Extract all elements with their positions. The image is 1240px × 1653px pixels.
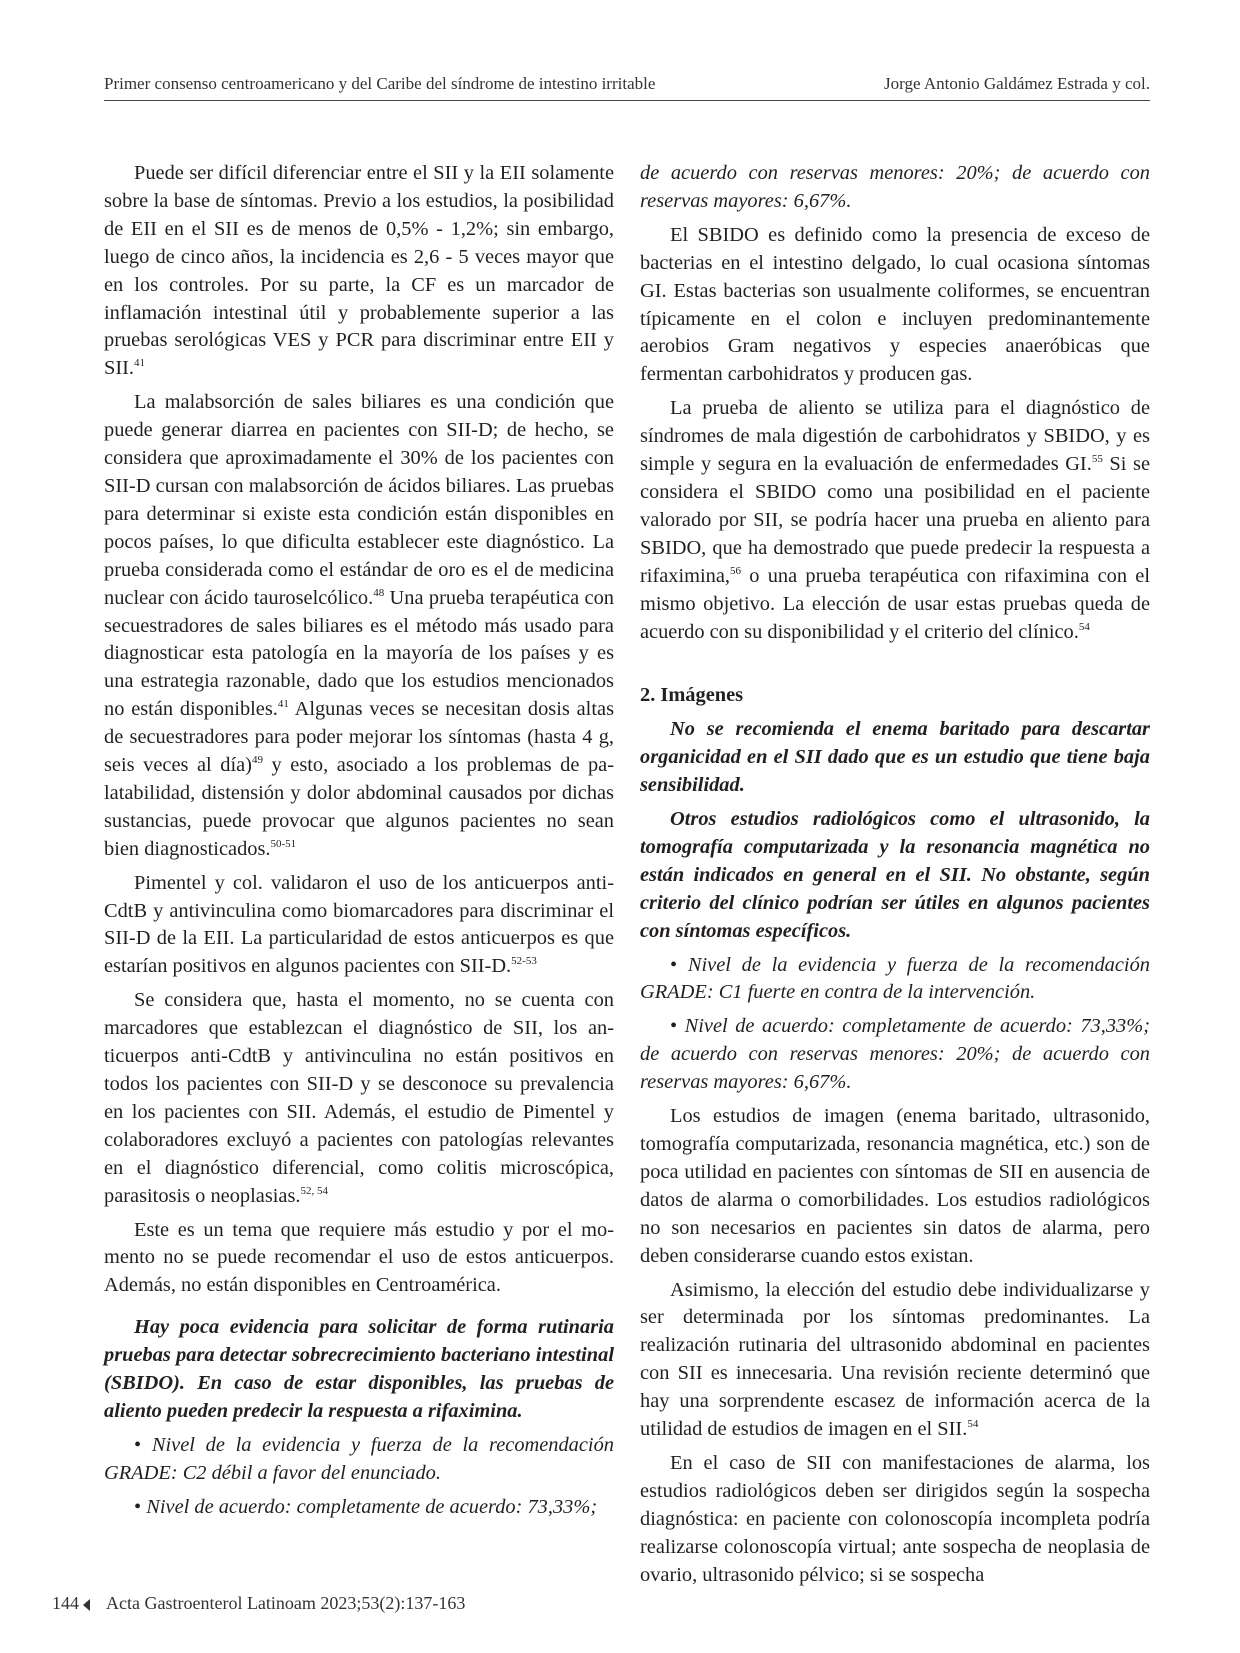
reference[interactable]: 56 — [730, 564, 742, 577]
reference[interactable]: 49 — [251, 754, 263, 767]
recommendation: Hay poca evidencia para solicitar de forma rutinaria pruebas para detectar sobrecrecimiento bacteriano intestinal (SBIDO). En caso de estar disponibles, las pruebas de aliento pueden predecir la respuesta a rifaximina. — [104, 1316, 614, 1422]
page-number: 144 — [52, 1593, 79, 1613]
section-heading: 2. Imágenes — [640, 684, 744, 707]
paragraph: En el caso de SII con manifestaciones de alarma, los estudios radiológicos deben ser dirigidos según la sospecha diagnóstica: en paciente con colonoscopía incompleta podría realizarse colonoscopía virtual; ante sospecha de neoplasia de ovario, ultrasonido pélvico; si se sospecha — [640, 1451, 1150, 1586]
paragraph: Puede ser difícil diferenciar entre el SII y la EII solamente sobre la base de síntomas. Previo a los estudios, la posibilidad de EII en el SII es de menos de 0,5% - 1,2%; sin embargo, luego de cinco años, la incidencia es 2,6 - 5 veces mayor que en los controles. Por su parte, la CF es un marcador de inflamación intestinal útil y probablemente superior a las pruebas serológicas VES y PCR para discriminar entre EII y SII.$^{41}$ — [104, 162, 614, 380]
paragraph: Los estudios de imagen (enema baritado, ultrasonido, tomografía computarizada, resonancia magnética, etc.) son de poca utilidad en pacientes con síntomas de SII en ausencia de datos de alarma o comorbilidades. Los estudios radiológicos no son necesarios en pacientes sin datos de alarma, pero deben considerarse cuando estos existan. — [640, 1105, 1150, 1267]
reference[interactable]: 41 — [134, 357, 146, 370]
agreement-level: • Nivel de acuerdo: completamente de acuerdo: 73,33%; — [134, 1495, 598, 1518]
paragraph: La prueba de aliento se utiliza para el diagnóstico de síndromes de mala digestión de carbohidratos y SBIDO, y es simple y segura en la evaluación de enfermedades GI.$^{55}$ Si se considera el SBIDO como una posibilidad en el paciente valorado por SII, se podría hacer una prueba en aliento para SBIDO, que ha demostrado que puede predecir la respuesta a rifaximina,$^{56}$ o una prueba terapéutica con rifaximina con el mismo objetivo. La elección de usar estas pruebas queda de acuerdo con su disponibilidad y el criterio del clínico.$^{54}$ — [640, 397, 1150, 643]
reference[interactable]: 41 — [277, 698, 289, 711]
header-authors: Jorge Antonio Galdámez Estrada y col. — [884, 74, 1150, 93]
left-column — [104, 160, 614, 1528]
agreement-level-continued: de acuerdo con reservas menores: 20%; de acuerdo con reservas mayores: 6,67%. — [640, 162, 1150, 212]
triangle-icon — [83, 1599, 90, 1611]
running-header — [104, 70, 1150, 101]
right-column — [640, 160, 1150, 1596]
reference[interactable]: 55 — [1091, 453, 1103, 466]
paragraph: Se considera que, hasta el momento, no se cuenta con marcadores que establezcan el diagnóstico de SII, los anticuerpos anti-CdtB y antivinculina no están positivos en todos los pacientes con SII-D y se desconoce su prevalencia en los pacientes con SII. Además, el estudio de Pimentel y colaboradores excluyó a pacientes con patologías relevantes en el diagnóstico diferencial, como colitis microscópica, parasitosis o neoplasias.$^{52, 54}$ — [104, 989, 614, 1207]
reference[interactable]: 48 — [373, 586, 385, 599]
reference[interactable]: 50-51 — [270, 837, 297, 850]
journal-citation: Acta Gastroenterol Latinoam 2023;53(2):137-163 — [106, 1593, 466, 1613]
paragraph: Asimismo, la elección del estudio debe individualizarse y ser determinada por los síntomas predominantes. La realización rutinaria del ultrasonido abdominal en pacientes con SII es innecesaria. Una revisión reciente determinó que hay una sorprendente escasez de información acerca de la utilidad de estudios de imagen en el SII.$^{54}$ — [640, 1278, 1150, 1441]
paragraph: Este es un tema que requiere más estudio y por el momento no se puede recomendar el uso de estos anticuerpos. Además, no están disponibles en Centroamérica. — [104, 1218, 614, 1297]
reference[interactable]: 52-53 — [511, 955, 537, 968]
page-footer — [52, 1593, 465, 1614]
recommendation: Otros estudios radiológicos como el ultrasonido, la tomografía computarizada y la resonancia magnética no están indicados en general en el SII. No obstante, según criterio del clínico podrían ser útiles en algunos pacientes con síntomas específicos. — [640, 808, 1150, 942]
header-title: Primer consenso centroamericano y del Caribe del síndrome de intestino irritable — [104, 74, 656, 93]
reference[interactable]: 54 — [1078, 620, 1090, 633]
evidence-level: • Nivel de la evidencia y fuerza de la recomendación GRADE: C2 débil a favor del enunciado. — [104, 1433, 614, 1484]
agreement-level: • Nivel de acuerdo: completamente de acuerdo: 73,33%; de acuerdo con reservas menores: 20%; de acuerdo con reservas mayores: 6,67%. — [640, 1015, 1150, 1094]
evidence-level: • Nivel de la evidencia y fuerza de la recomendación GRADE: C1 fuerte en contra de la intervención. — [640, 953, 1150, 1004]
paragraph: El SBIDO es definido como la presencia de exceso de bacterias en el intestino delgado, lo cual ocasiona síntomas GI. Estas bacterias son usualmente coliformes, se encuentran típicamente en el colon e incluyen predominantemente aerobios Gram negativos y especies anaeróbicas que fermentan carbohidratos y producen gas. — [640, 223, 1150, 386]
reference[interactable]: 54 — [967, 1418, 979, 1431]
paragraph: La malabsorción de sales biliares es una condición que puede generar diarrea en pacientes con SII-D; de hecho, se considera que aproximadamente el 30% de los pacientes con SII-D cursan con malabsorción de ácidos biliares. Las pruebas para determinar si existe esta condición están disponibles en pocos países, lo que dificulta establecer este diagnóstico. La prueba considerada como el estándar de oro es el de medicina nuclear con ácido tauroselcólico.$^{48}$ Una prueba terapéutica con secuestradores de sales biliares es el método más usado para diagnosticar esta patología en la mayoría de los países y es una estrategia razonable, dado que los estudios mencionados no están disponibles.$^{41}$ Algunas veces se necesitan dosis altas de secuestradores para poder mejorar los síntomas (hasta 4 g, seis veces al día)$^{49}$ y esto, asociado a los problemas de palatabilidad, distensión y dolor abdominal causados por dichas sustancias, puede provocar que algunos pacientes no sean bien diagnosticados.$^{50-51}$ — [104, 391, 614, 860]
reference[interactable]: 52, 54 — [300, 1184, 329, 1197]
paragraph: Pimentel y col. validaron el uso de los anticuerpos anti-CdtB y antivinculina como biomarcadores para discriminar el SII-D de la EII. La particularidad de estos anticuerpos es que estarían positivos en algunos pacientes con SII-D.$^{52-53}$ — [104, 871, 614, 978]
recommendation: No se recomienda el enema baritado para descartar organicidad en el SII dado que es un estudio que tiene baja sensibilidad. — [640, 718, 1150, 797]
